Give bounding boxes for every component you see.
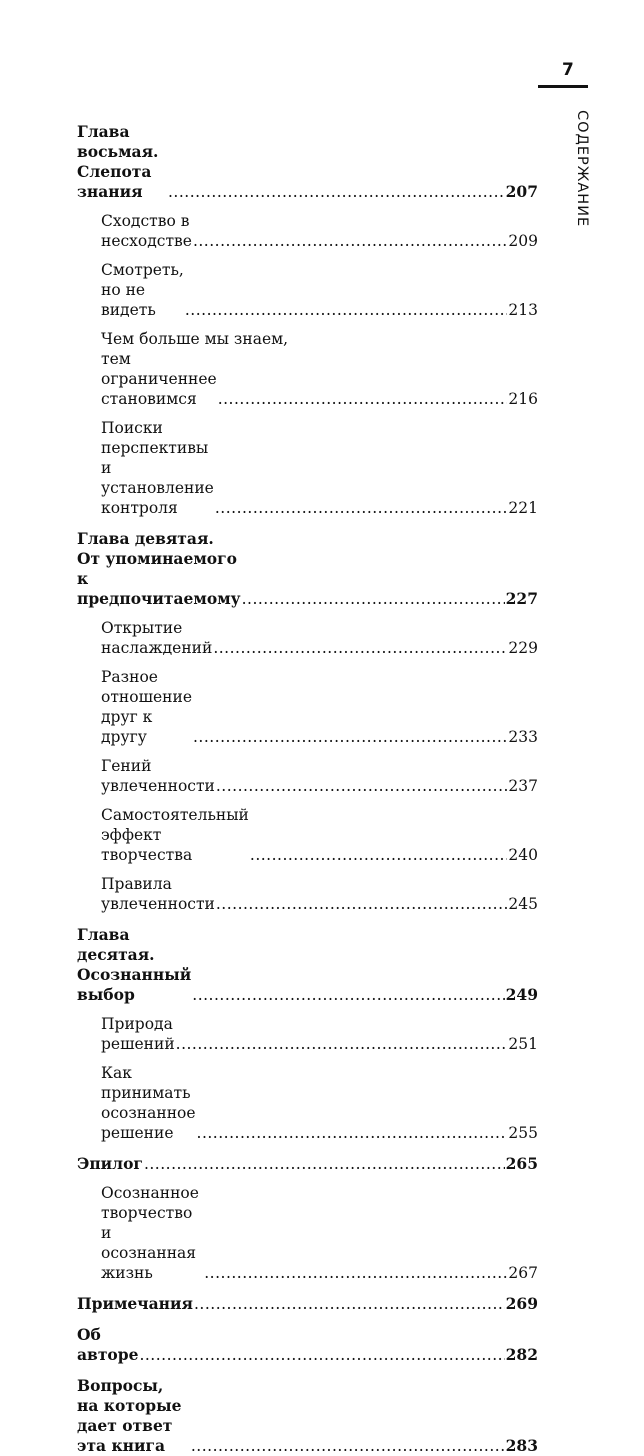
toc-entry-title: Эпилог bbox=[77, 1154, 143, 1173]
toc-entry-title: Об авторе bbox=[77, 1325, 139, 1364]
toc-entry-title: Как принимать осознанное решение bbox=[101, 1064, 196, 1142]
toc-chapter-entry bbox=[77, 1376, 538, 1456]
dot-leader bbox=[191, 1436, 505, 1456]
header-rule bbox=[538, 85, 588, 88]
toc-page-number: 229 bbox=[508, 639, 538, 657]
toc-section-entry bbox=[77, 667, 538, 747]
toc-entry-title: Сходство в несходстве bbox=[101, 212, 192, 250]
toc-entry-title: Разное отношение друг к другу bbox=[101, 668, 192, 746]
toc-page-number: 213 bbox=[508, 301, 538, 319]
toc-entry-title: Чем больше мы знаем, bbox=[101, 330, 289, 348]
toc-page-number: 207 bbox=[505, 182, 538, 201]
toc-chapter-entry bbox=[77, 549, 538, 609]
toc-entry-title: тем ограниченнее становимся bbox=[101, 350, 217, 408]
dot-leader bbox=[213, 638, 507, 658]
toc-chapter-entry bbox=[77, 529, 538, 549]
toc-entry-title: Природа решений bbox=[101, 1015, 175, 1053]
toc-page-number: 245 bbox=[508, 895, 538, 913]
toc-chapter-entry bbox=[77, 1294, 538, 1314]
toc-section-entry bbox=[77, 1183, 538, 1283]
dot-leader bbox=[192, 985, 504, 1005]
dot-leader bbox=[176, 1034, 508, 1054]
toc-page-number: 255 bbox=[508, 1124, 538, 1142]
toc-entry-title: От упоминаемого к предпочитаемому bbox=[77, 549, 241, 608]
dot-leader bbox=[194, 1294, 505, 1314]
toc-page-number: 227 bbox=[505, 589, 538, 608]
toc-chapter-entry bbox=[77, 122, 538, 202]
toc-section-entry bbox=[77, 349, 538, 409]
toc-entry-title: Примечания bbox=[77, 1294, 193, 1313]
toc-section-entry bbox=[77, 211, 538, 251]
dot-leader bbox=[197, 1123, 508, 1143]
dot-leader bbox=[144, 1154, 505, 1174]
toc-page-number: 237 bbox=[508, 777, 538, 795]
toc-chapter-entry bbox=[77, 925, 538, 1005]
toc-section-entry bbox=[77, 1014, 538, 1054]
dot-leader bbox=[218, 389, 508, 409]
toc-section-entry bbox=[77, 1063, 538, 1143]
toc-entry-title: Поиски перспективы и установление контроля bbox=[101, 419, 214, 517]
toc-page-number: 209 bbox=[508, 232, 538, 250]
toc-section-entry bbox=[77, 418, 538, 518]
toc-chapter-entry bbox=[77, 1154, 538, 1174]
toc-section-entry bbox=[77, 874, 538, 914]
toc-entry-title: Осознанное творчество и осознанная жизнь bbox=[101, 1184, 199, 1282]
toc-entry-title: Глава десятая. Осознанный выбор bbox=[77, 925, 192, 1004]
dot-leader bbox=[204, 1263, 507, 1283]
dot-leader bbox=[193, 231, 507, 251]
dot-leader bbox=[215, 498, 508, 518]
toc-page-number: 267 bbox=[508, 1264, 538, 1282]
toc-page-number: 283 bbox=[505, 1436, 538, 1455]
dot-leader bbox=[168, 182, 505, 202]
toc-page-number: 282 bbox=[505, 1345, 538, 1364]
table-of-contents bbox=[77, 122, 538, 1456]
toc-section-entry bbox=[77, 260, 538, 320]
dot-leader bbox=[193, 727, 507, 747]
toc-entry-title: Глава девятая. bbox=[77, 529, 214, 548]
toc-section-entry bbox=[77, 618, 538, 658]
toc-section-entry bbox=[77, 805, 538, 865]
toc-chapter-entry bbox=[77, 1325, 538, 1365]
toc-page-number: 265 bbox=[505, 1154, 538, 1173]
toc-page-number: 216 bbox=[508, 390, 538, 408]
toc-page-number: 249 bbox=[505, 985, 538, 1004]
toc-section-entry bbox=[77, 756, 538, 796]
toc-page-number: 240 bbox=[508, 846, 538, 864]
dot-leader bbox=[185, 300, 508, 320]
toc-entry-title: Правила увлеченности bbox=[101, 875, 215, 913]
toc-page-number: 233 bbox=[508, 728, 538, 746]
toc-entry-title: Гений увлеченности bbox=[101, 757, 215, 795]
page-number: 7 bbox=[562, 60, 574, 80]
toc-section-entry bbox=[77, 329, 538, 349]
dot-leader bbox=[216, 776, 508, 796]
toc-entry-title: Самостоятельный эффект творчества bbox=[101, 806, 249, 864]
toc-entry-title: Смотреть, но не видеть bbox=[101, 261, 184, 319]
dot-leader bbox=[216, 894, 508, 914]
toc-page-number: 221 bbox=[508, 499, 538, 517]
toc-page-number: 269 bbox=[505, 1294, 538, 1313]
toc-entry-title: Вопросы, на которые дает ответ эта книга bbox=[77, 1376, 182, 1455]
toc-entry-title: Открытие наслаждений bbox=[101, 619, 213, 657]
dot-leader bbox=[139, 1345, 504, 1365]
toc-page-number: 251 bbox=[508, 1035, 538, 1053]
dot-leader bbox=[250, 845, 508, 865]
running-header-section: СОДЕРЖАНИЕ bbox=[574, 110, 590, 228]
dot-leader bbox=[242, 589, 505, 609]
toc-entry-title: Глава восьмая. Слепота знания bbox=[77, 122, 159, 201]
